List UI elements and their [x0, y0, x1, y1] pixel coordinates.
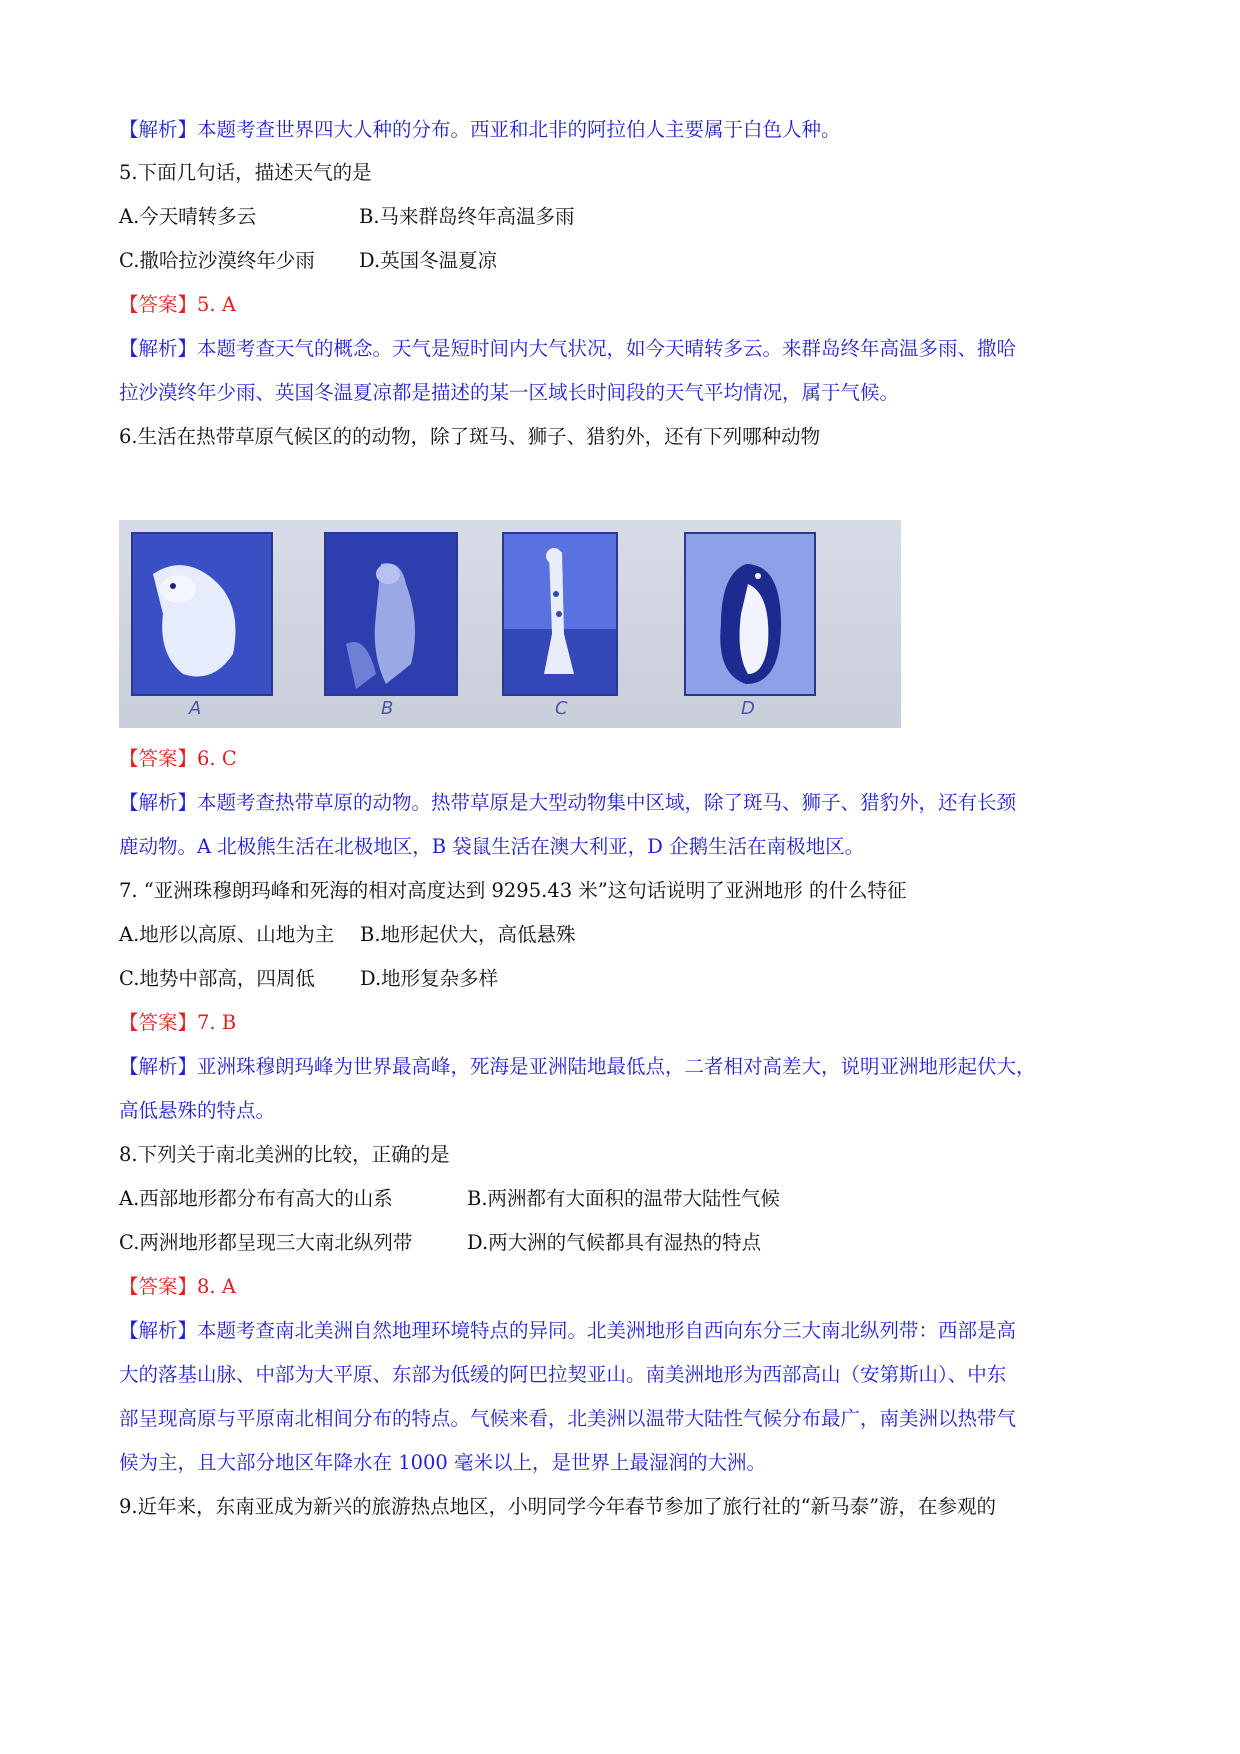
analysis-8-line2: 大的落基山脉、中部为大平原、东部为低缓的阿巴拉契亚山。南美洲地形为西部高山（安第斯山）、中东 [119, 1363, 1007, 1386]
photo-label-c: C [555, 698, 568, 719]
question-6: 6.生活在热带草原气候区的的动物，除了斑马、狮子、猎豹外，还有下列哪种动物 [119, 425, 821, 448]
photo-label-a: A [189, 698, 202, 719]
analysis-8-line1: 【解析】本题考查南北美洲自然地理环境特点的异同。北美洲地形自西向东分三大南北纵列带：西部是高 [119, 1319, 1017, 1342]
answer-5: 【答案】5. A [119, 293, 236, 316]
animal-photos-figure [119, 520, 901, 728]
question-7: 7. “亚洲珠穆朗玛峰和死海的相对高度达到 9295.43 米”这句话说明了亚洲地形 的什么特征 [119, 879, 907, 902]
photo-label-d: D [741, 698, 755, 719]
analysis-7-line2: 高低悬殊的特点。 [119, 1099, 276, 1122]
penguin-photo [684, 532, 816, 696]
analysis-6-line1: 【解析】本题考查热带草原的动物。热带草原是大型动物集中区域，除了斑马、狮子、猎豹外，还有长颈 [119, 791, 1017, 814]
options-5-cd: C.撒哈拉沙漠终年少雨 D.英国冬温夏凉 [119, 249, 498, 272]
analysis-8-line4: 候为主，且大部分地区年降水在 1000 毫米以上，是世界上最湿润的大洲。 [119, 1451, 767, 1474]
giraffe-photo [502, 532, 618, 696]
analysis-q4: 【解析】本题考查世界四大人种的分布。西亚和北非的阿拉伯人主要属于白色人种。 [119, 118, 841, 141]
answer-7: 【答案】7. B [119, 1011, 237, 1034]
options-7-ab: A.地形以高原、山地为主 B.地形起伏大，高低悬殊 [119, 923, 576, 946]
options-8-cd: C.两洲地形都呈现三大南北纵列带 D.两大洲的气候都具有湿热的特点 [119, 1231, 762, 1254]
options-8-ab: A.西部地形都分布有高大的山系 B.两洲都有大面积的温带大陆性气候 [119, 1187, 781, 1210]
analysis-5-line1: 【解析】本题考查天气的概念。天气是短时间内大气状况，如今天晴转多云。来群岛终年高温多雨、撒哈 [119, 337, 1017, 360]
photo-label-b: B [381, 698, 394, 719]
analysis-7-line1: 【解析】亚洲珠穆朗玛峰为世界最高峰，死海是亚洲陆地最低点，二者相对高差大，说明亚洲地形起伏大， [119, 1055, 1036, 1078]
options-7-cd: C.地势中部高，四周低 D.地形复杂多样 [119, 967, 499, 990]
question-5: 5.下面几句话，描述天气的是 [119, 161, 372, 184]
answer-6: 【答案】6. C [119, 747, 237, 770]
analysis-6-line2: 鹿动物。A 北极熊生活在北极地区，B 袋鼠生活在澳大利亚，D 企鹅生活在南极地区。 [119, 835, 865, 858]
kangaroo-photo [324, 532, 458, 696]
polar-bear-photo [131, 532, 273, 696]
question-8: 8.下列关于南北美洲的比较，正确的是 [119, 1143, 450, 1166]
question-9: 9.近年来，东南亚成为新兴的旅游热点地区，小明同学今年春节参加了旅行社的“新马泰”游，在参观的 [119, 1495, 997, 1518]
analysis-5-line2: 拉沙漠终年少雨、英国冬温夏凉都是描述的某一区域长时间段的天气平均情况，属于气候。 [119, 381, 900, 404]
options-5-ab: A.今天晴转多云 B.马来群岛终年高温多雨 [119, 205, 575, 228]
analysis-8-line3: 部呈现高原与平原南北相间分布的特点。气候来看，北美洲以温带大陆性气候分布最广，南美洲以热带气 [119, 1407, 1017, 1430]
answer-8: 【答案】8. A [119, 1275, 236, 1298]
